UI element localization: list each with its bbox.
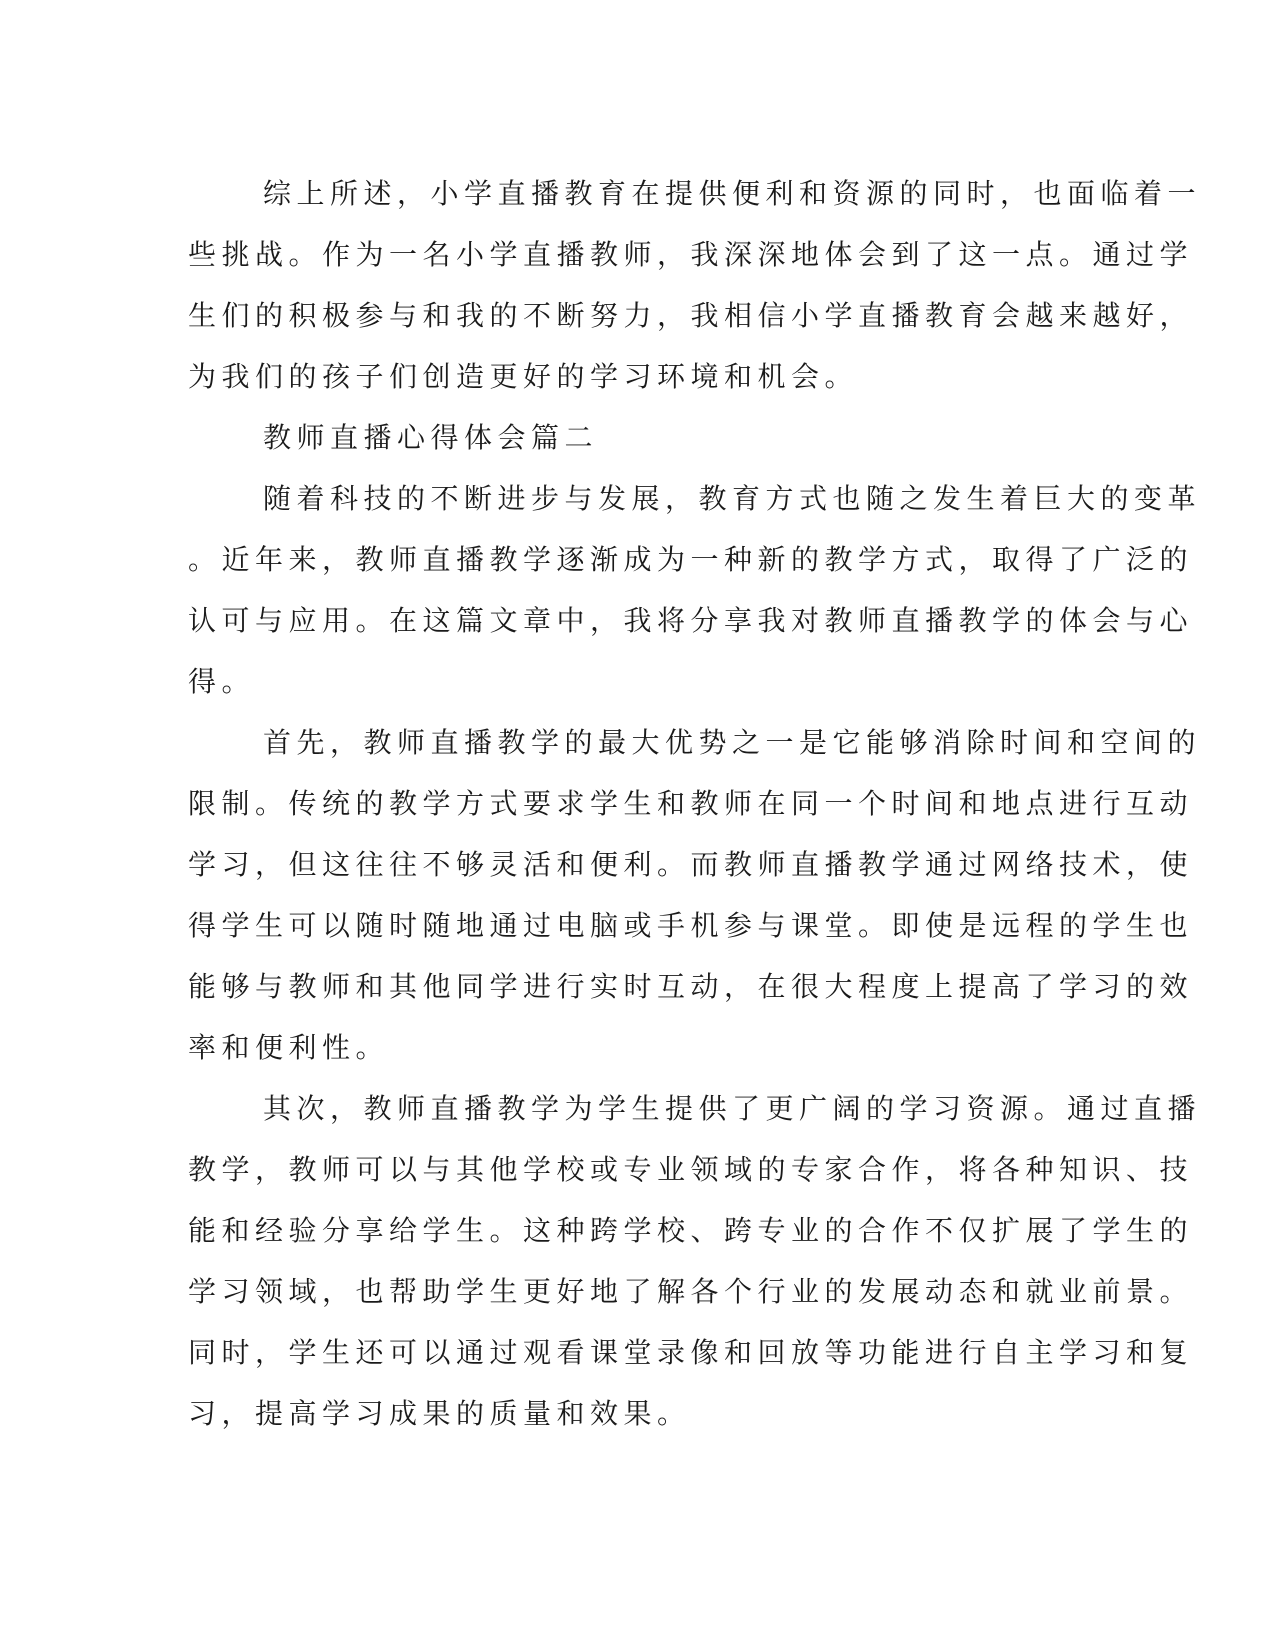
text-line: 同时，学生还可以通过观看课堂录像和回放等功能进行自主学习和复 bbox=[188, 1336, 1194, 1369]
text-line: 限制。传统的教学方式要求学生和教师在同一个时间和地点进行互动 bbox=[188, 787, 1194, 820]
text-line: 习，提高学习成果的质量和效果。 bbox=[188, 1397, 691, 1430]
text-line: 些挑战。作为一名小学直播教师，我深深地体会到了这一点。通过学 bbox=[188, 238, 1194, 271]
text-line: 能和经验分享给学生。这种跨学校、跨专业的合作不仅扩展了学生的 bbox=[188, 1214, 1194, 1247]
text-line: 。近年来，教师直播教学逐渐成为一种新的教学方式，取得了广泛的 bbox=[188, 543, 1194, 576]
text-line: 学习领域，也帮助学生更好地了解各个行业的发展动态和就业前景。 bbox=[188, 1275, 1194, 1308]
text-line: 生们的积极参与和我的不断努力，我相信小学直播教育会越来越好， bbox=[188, 299, 1194, 332]
text-line: 为我们的孩子们创造更好的学习环境和机会。 bbox=[188, 360, 859, 393]
text-line: 学习，但这往往不够灵活和便利。而教师直播教学通过网络技术，使 bbox=[188, 848, 1194, 881]
text-line: 得。 bbox=[188, 665, 256, 698]
text-line: 能够与教师和其他同学进行实时互动，在很大程度上提高了学习的效 bbox=[188, 970, 1194, 1003]
text-line: 得学生可以随时随地通过电脑或手机参与课堂。即使是远程的学生也 bbox=[188, 909, 1194, 942]
document-body bbox=[188, 163, 1202, 1444]
text-line: 率和便利性。 bbox=[188, 1031, 390, 1064]
text-line: 综上所述，小学直播教育在提供便利和资源的同时，也面临着一 bbox=[263, 177, 1202, 210]
section-heading: 教师直播心得体会篇二 bbox=[263, 421, 599, 454]
text-line: 随着科技的不断进步与发展，教育方式也随之发生着巨大的变革 bbox=[263, 482, 1202, 515]
text-line: 首先，教师直播教学的最大优势之一是它能够消除时间和空间的 bbox=[263, 726, 1202, 759]
text-line: 认可与应用。在这篇文章中，我将分享我对教师直播教学的体会与心 bbox=[188, 604, 1194, 637]
text-line: 教学，教师可以与其他学校或专业领域的专家合作，将各种知识、技 bbox=[188, 1153, 1194, 1186]
text-line: 其次，教师直播教学为学生提供了更广阔的学习资源。通过直播 bbox=[263, 1092, 1202, 1125]
